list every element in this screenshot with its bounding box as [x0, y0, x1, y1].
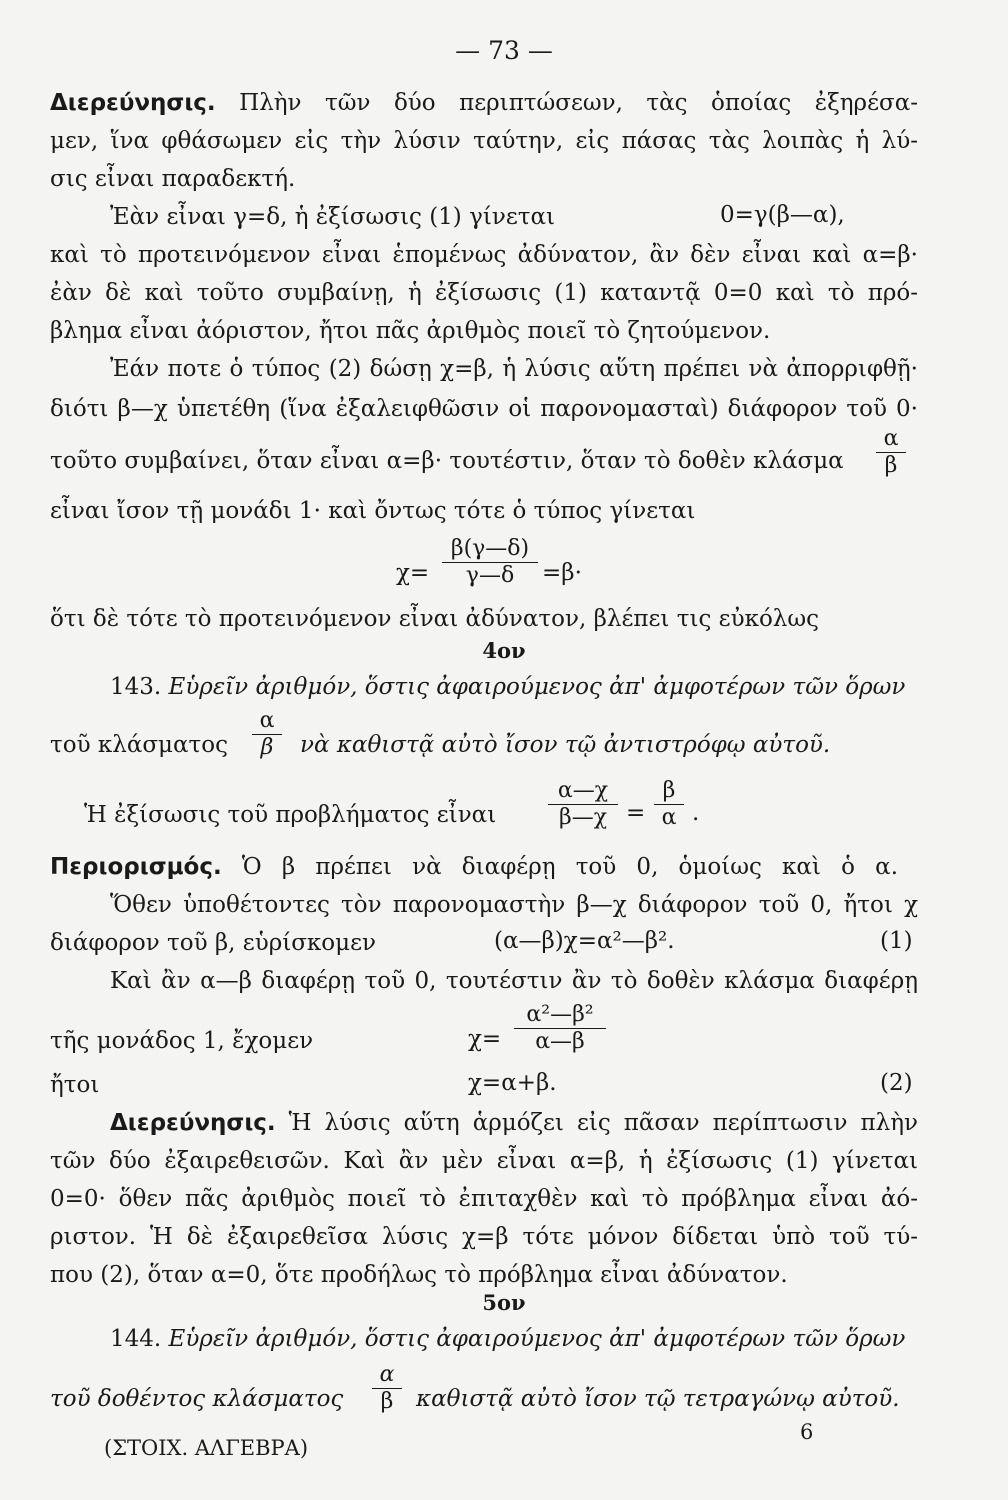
p2-line-4: βλημα εἶναι ἀόριστον, ἤτοι πᾶς ἀριθμὸς ποιεῖ τὸ ζητούμενον.: [50, 318, 771, 344]
prob143-line-2a: τοῦ κλάσματος: [50, 732, 228, 758]
p5-eq-left: χ=: [468, 1026, 502, 1052]
eq143-label: Ἡ ἐξίσωσις τοῦ προβλήματος εἶναι: [84, 802, 497, 828]
heading-4: 4ον: [482, 638, 526, 663]
prob144-line-1: [110, 1324, 918, 1354]
p5-equation-2: χ=α+β.: [468, 1070, 557, 1096]
p3-line-1: Ἐάν ποτε ὁ τύπος (2) δώσῃ χ=β, ἡ λύσις αὕτη πρέπει νὰ ἀπορριφθῇ·: [110, 356, 918, 382]
eq143-left-fraction: [548, 778, 618, 831]
p6-text-1: Ἡ λύσις αὕτη ἁρμόζει εἰς πᾶσαν περίπτωσιν πλὴν: [288, 1110, 918, 1136]
prob143-line-1: [110, 672, 918, 702]
prob144-line-2a: τοῦ δοθέντος κλάσματος: [50, 1386, 344, 1412]
p3-eq-left: χ=: [396, 560, 430, 586]
p2-line-2: καὶ τὸ προτεινόμενον εἶναι ἑπομένως ἀδύνατον, ἂν δὲν εἶναι καὶ α=β·: [50, 242, 918, 268]
p5-eq-den: α—β: [535, 1029, 585, 1054]
p1-line-2: μεν, ἵνα φθάσωμεν εἰς τὴν λύσιν ταύτην, εἰς πάσας τὰς λοιπὰς ἡ λύ-: [50, 128, 918, 154]
p3-eq-num: β(γ—δ): [442, 536, 538, 563]
p3-line-3: τοῦτο συμβαίνει, ὅταν εἶναι α=β· τουτέστιν, ὅταν τὸ δοθὲν κλάσμα: [50, 448, 844, 474]
prob143-line-2b: νὰ καθιστᾷ αὐτὸ ἴσον τῷ ἀντιστρόφῳ αὐτοῦ.: [300, 732, 831, 758]
p2-line-3: ἐὰν δὲ καὶ τοῦτο συμβαίνῃ, ἡ ἐξίσωσις (1) καταντᾷ 0=0 καὶ τὸ πρό-: [50, 280, 918, 306]
prob143-fraction: [252, 708, 282, 761]
p5-eq-num: α²—β²: [514, 1002, 606, 1029]
p5-eq-fraction: [514, 1002, 606, 1055]
p5-eq-number-2: (2): [880, 1070, 913, 1096]
heading-5: 5ον: [482, 1290, 526, 1315]
p5-equation-1: (α—β)χ=α²—β².: [494, 928, 675, 954]
p3-eq-den: γ—δ: [465, 563, 515, 588]
prob144-text-1: Εὑρεῖν ἀριθμόν, ὅστις ἀφαιρούμενος ἀπ' ἀμφοτέρων τῶν ὅρων: [168, 1326, 906, 1352]
p3-line-5: ὅτι δὲ τότε τὸ προτεινόμενον εἶναι ἀδύνατον, βλέπει τις εὐκόλως: [50, 606, 820, 632]
eq143-left-den: β—χ: [558, 805, 608, 830]
p2-line-1a: Ἐὰν εἶναι γ=δ, ἡ ἐξίσωσις (1) γίνεται: [110, 204, 556, 230]
p3-line-2: διότι β—χ ὑπετέθη (ἵνα ἐξαλειφθῶσιν οἱ παρονομασταὶ) διάφορον τοῦ 0·: [50, 396, 918, 422]
prob143-text-1: Εὑρεῖν ἀριθμόν, ὅστις ἀφαιρούμενος ἀπ' ἀμφοτέρων τῶν ὅρων: [168, 674, 906, 700]
p5-line-5a: τῆς μονάδος 1, ἔχομεν: [50, 1028, 314, 1054]
prob144-number: 144.: [110, 1326, 162, 1352]
p3-eq-fraction: [442, 536, 538, 589]
p5-heading: Περιορισμός.: [50, 854, 222, 880]
p1-line-3: σις εἶναι παραδεκτή.: [50, 166, 296, 192]
p6-line-1: [110, 1108, 918, 1138]
p1-heading: Διερεύνησις.: [50, 90, 216, 116]
eq143-left-num: α—χ: [548, 778, 618, 805]
p6-line-2: τῶν δύο ἐξαιρεθεισῶν. Καὶ ἂν μὲν εἶναι α=β, ἡ ἐξίσωσις (1) γίνεται: [50, 1148, 918, 1174]
p1-line-1: [50, 88, 918, 118]
p5-line-1: [50, 852, 898, 882]
prob144-line-2b: καθιστᾷ αὐτὸ ἴσον τῷ τετραγώνῳ αὐτοῦ.: [416, 1386, 900, 1412]
footer-book-title: (ΣΤΟΙΧ. ΑΛΓΕΒΡΑ): [104, 1436, 309, 1460]
p3-fraction-num: α: [876, 426, 906, 453]
p1-text-1: Πλὴν τῶν δύο περιπτώσεων, τὰς ὁποίας ἐξηρέσα-: [239, 90, 918, 116]
prob143-fraction-num: α: [252, 708, 282, 735]
p5-eq-number-1: (1): [880, 928, 913, 954]
page-number: — 73 —: [455, 36, 553, 65]
p3-line-4: εἶναι ἴσον τῇ μονάδι 1· καὶ ὄντως τότε ὁ τύπος γίνεται: [50, 498, 696, 524]
p5-line-3a: διάφορον τοῦ β, εὑρίσκομεν: [50, 930, 376, 956]
prob144-fraction: [372, 1362, 402, 1415]
p6-line-4: ριστον. Ἡ δὲ ἐξαιρεθεῖσα λύσις χ=β τότε μόνον δίδεται ὑπὸ τοῦ τύ-: [50, 1224, 918, 1250]
p5-line-6a: ἤτοι: [50, 1072, 100, 1098]
p3-fraction-den: β: [884, 453, 898, 478]
p6-line-3: 0=0· ὅθεν πᾶς ἀριθμὸς ποιεῖ τὸ ἐπιταχθὲν καὶ τὸ πρόβλημα εἶναι ἀό-: [50, 1186, 918, 1212]
p5-line-4: Καὶ ἂν α—β διαφέρῃ τοῦ 0, τουτέστιν ἂν τὸ δοθὲν κλάσμα διαφέρῃ: [110, 968, 918, 994]
p2-equation-1: 0=γ(β—α),: [720, 202, 845, 228]
prob144-fraction-num: α: [372, 1362, 402, 1389]
eq143-right-fraction: [654, 778, 684, 831]
prob143-fraction-den: β: [260, 735, 274, 760]
prob144-fraction-den: β: [380, 1389, 394, 1414]
eq143-right-den: α: [661, 805, 677, 830]
eq143-period: .: [692, 800, 700, 826]
p5-line-2: Ὅθεν ὑποθέτοντες τὸν παρονομαστὴν β—χ διάφορον τοῦ 0, ἤτοι χ: [110, 892, 918, 918]
p6-line-5: που (2), ὅταν α=0, ὅτε προδήλως τὸ πρόβλημα εἶναι ἀδύνατον.: [50, 1262, 788, 1288]
p3-eq-right: =β·: [542, 560, 582, 586]
p5-text-1: Ὁ β πρέπει νὰ διαφέρῃ τοῦ 0, ὁμοίως καὶ ὁ α.: [241, 854, 899, 880]
p3-fraction: [876, 426, 906, 479]
prob143-number: 143.: [110, 674, 162, 700]
eq143-equals: =: [626, 800, 646, 826]
footer-signature-number: 6: [800, 1420, 814, 1444]
eq143-right-num: β: [654, 778, 684, 805]
p6-heading: Διερεύνησις.: [110, 1110, 276, 1136]
